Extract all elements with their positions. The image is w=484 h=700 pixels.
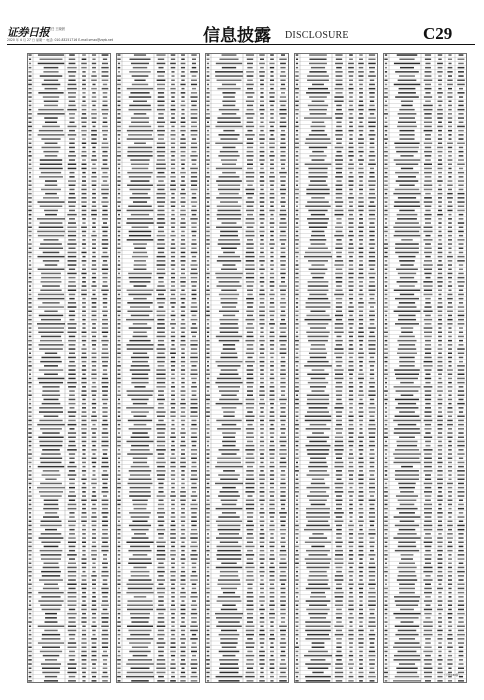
table-column-3	[205, 53, 289, 683]
disclosure-table	[205, 53, 289, 683]
masthead-info: 责任 王晓晨	[48, 27, 65, 31]
section-title-en: DISCLOSURE	[285, 30, 349, 41]
disclosure-table	[294, 53, 378, 683]
disclosure-columns	[27, 53, 467, 683]
page-header	[0, 0, 484, 44]
disclosure-table	[116, 53, 200, 683]
disclosure-table	[27, 53, 111, 683]
header-rule	[7, 44, 475, 45]
continued-note: （下转C30版）	[443, 674, 462, 677]
page-number: C29	[423, 24, 453, 43]
table-column-1	[27, 53, 111, 683]
section-title-cn: 信息披露	[203, 26, 271, 46]
table-column-2	[116, 53, 200, 683]
table-column-5	[383, 53, 467, 683]
disclosure-table	[383, 53, 467, 683]
dateline: 2020 年 4 月 27 日 星期一 电话: 010-83251716 E-mail:zmzx@zqrb.net	[7, 38, 114, 42]
masthead-logo: 证券日报	[7, 26, 49, 39]
table-column-4	[294, 53, 378, 683]
